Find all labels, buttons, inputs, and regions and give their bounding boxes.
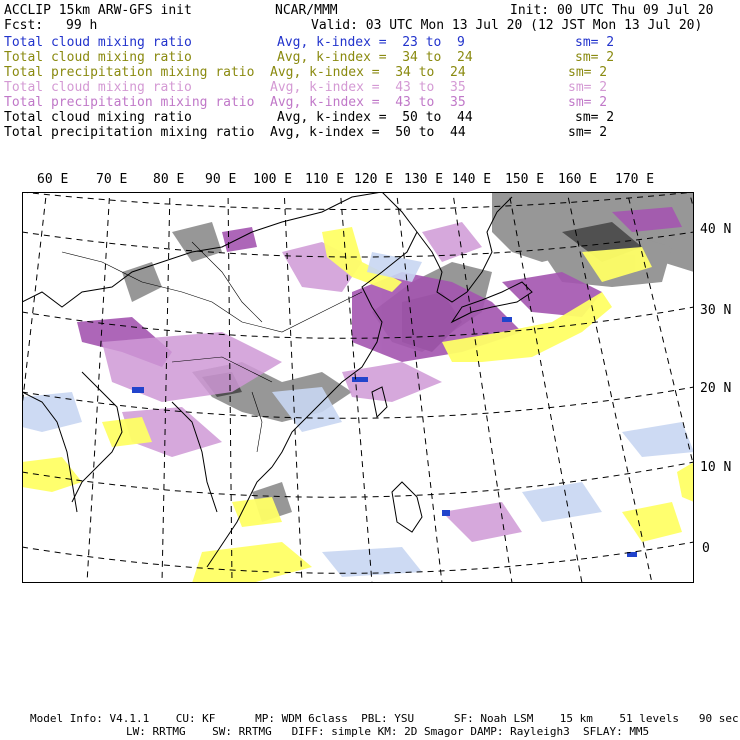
legend-smoothing: sm= 2: [568, 125, 608, 140]
longitude-label: 140 E: [452, 172, 492, 187]
longitude-label: 170 E: [615, 172, 655, 187]
legend-smoothing: sm= 2: [575, 35, 615, 50]
latitude-label: 0: [702, 541, 710, 556]
latitude-label: 20 N: [700, 381, 732, 396]
model-info-line-2: LW: RRTMG SW: RRTMG DIFF: simple KM: 2D Smagor DAMP: Rayleigh3 SFLAY: MM5: [126, 725, 650, 738]
latitude-label: 10 N: [700, 460, 732, 475]
legend-range: Avg, k-index = 43 to 35: [270, 95, 466, 110]
legend-field: Total precipitation mixing ratio: [4, 95, 255, 110]
longitude-label: 150 E: [505, 172, 545, 187]
forecast-hours: 99 h: [66, 18, 98, 33]
legend-field: Total precipitation mixing ratio: [4, 65, 255, 80]
legend-range: Avg, k-index = 23 to 9: [277, 35, 465, 50]
forecast-label: Fcst:: [4, 18, 44, 33]
forecast-map: [22, 192, 694, 583]
legend-range: Avg, k-index = 50 to 44: [270, 125, 466, 140]
legend-field: Total cloud mixing ratio: [4, 110, 192, 125]
legend-smoothing: sm= 2: [568, 80, 608, 95]
legend-smoothing: sm= 2: [568, 65, 608, 80]
legend-field: Total cloud mixing ratio: [4, 50, 192, 65]
organization-label: NCAR/MMM: [275, 3, 338, 18]
legend-smoothing: sm= 2: [575, 50, 615, 65]
init-time: Init: 00 UTC Thu 09 Jul 20: [510, 3, 714, 18]
legend-field: Total precipitation mixing ratio: [4, 125, 255, 140]
legend-range: Avg, k-index = 34 to 24: [270, 65, 466, 80]
model-title: ACCLIP 15km ARW-GFS init: [4, 3, 192, 18]
latitude-label: 40 N: [700, 222, 732, 237]
legend-field: Total cloud mixing ratio: [4, 80, 192, 95]
longitude-label: 80 E: [153, 172, 185, 187]
valid-time: Valid: 03 UTC Mon 13 Jul 20 (12 JST Mon 13 Jul 20): [311, 18, 703, 33]
longitude-label: 160 E: [558, 172, 598, 187]
legend-smoothing: sm= 2: [575, 110, 615, 125]
longitude-label: 100 E: [253, 172, 293, 187]
longitude-label: 130 E: [404, 172, 444, 187]
legend-field: Total cloud mixing ratio: [4, 35, 192, 50]
latitude-label: 30 N: [700, 303, 732, 318]
legend-range: Avg, k-index = 50 to 44: [277, 110, 473, 125]
model-info-line-1: Model Info: V4.1.1 CU: KF MP: WDM 6class PBL: YSU SF: Noah LSM 15 km 51 levels 90 sec: [30, 712, 739, 725]
longitude-label: 110 E: [305, 172, 345, 187]
longitude-label: 120 E: [354, 172, 394, 187]
legend-smoothing: sm= 2: [568, 95, 608, 110]
longitude-label: 70 E: [96, 172, 128, 187]
longitude-label: 90 E: [205, 172, 237, 187]
legend-range: Avg, k-index = 34 to 24: [277, 50, 473, 65]
longitude-label: 60 E: [37, 172, 69, 187]
legend-range: Avg, k-index = 43 to 35: [270, 80, 466, 95]
